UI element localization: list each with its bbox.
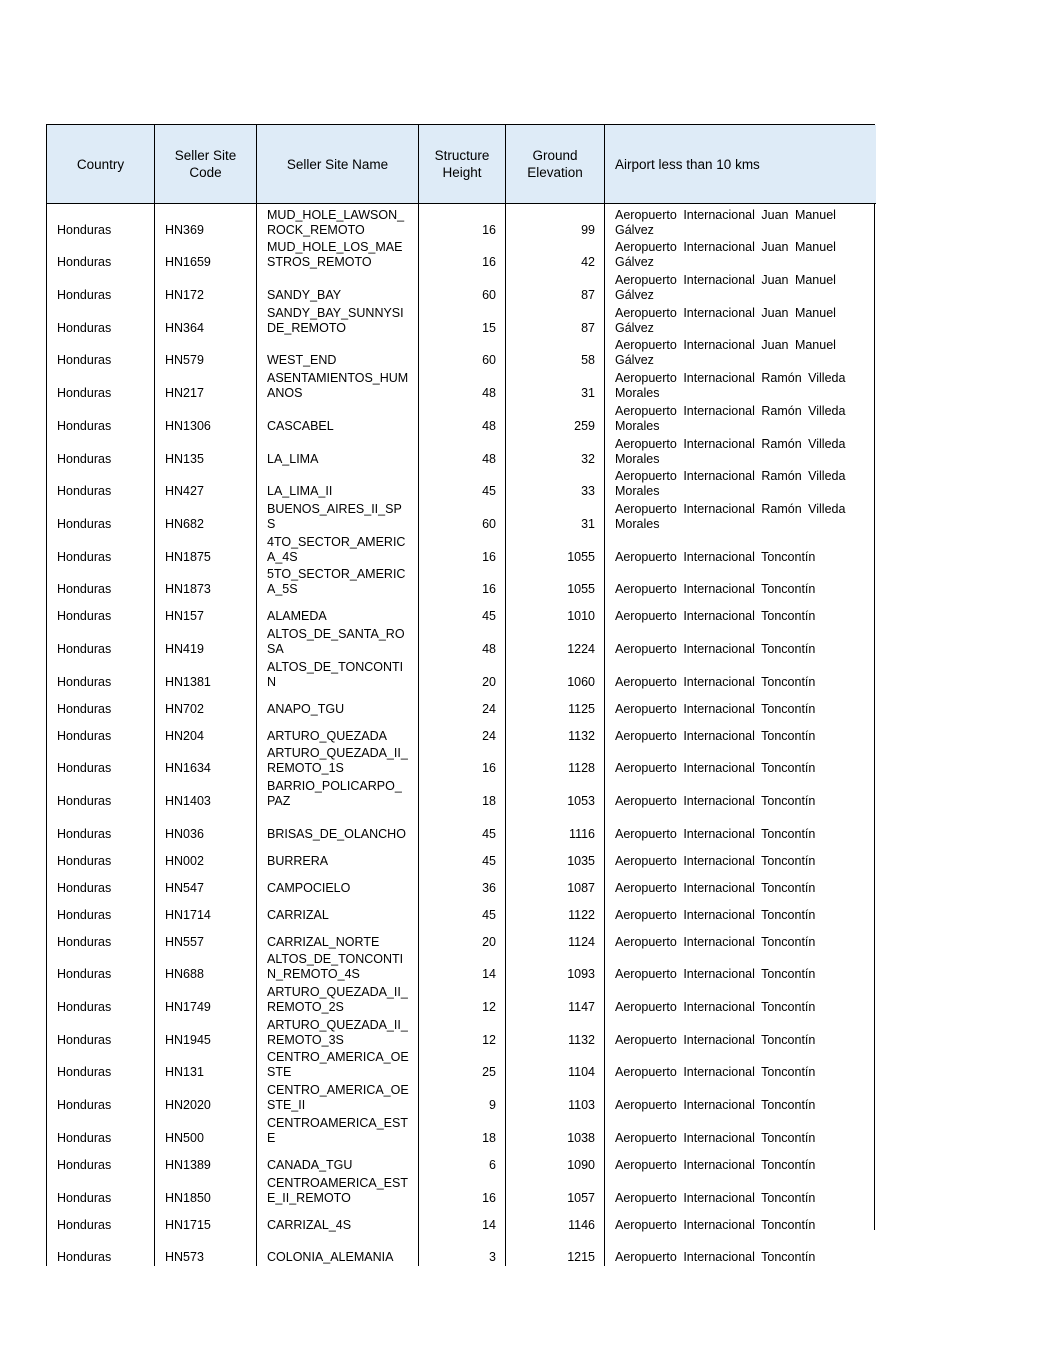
header-seller-site-name: Seller Site Name xyxy=(257,125,419,204)
cell-seller-site-name: CENTRO_AMERICA_OESTE xyxy=(257,1049,419,1082)
cell-seller-site-name: CENTROAMERICA_ESTE_II_REMOTO xyxy=(257,1174,419,1207)
cell-seller-site-code: HN002 xyxy=(155,843,257,870)
table-row xyxy=(47,897,876,924)
cell-structure-height: 45 xyxy=(419,810,506,843)
cell-seller-site-code: HN579 xyxy=(155,337,257,370)
cell-ground-elevation: 87 xyxy=(506,304,605,337)
cell-ground-elevation: 1053 xyxy=(506,777,605,810)
table-row xyxy=(47,533,876,566)
cell-airport: Aeropuerto Internacional Toncontín xyxy=(605,1114,876,1147)
cell-seller-site-name: ALTOS_DE_TONCONTIN xyxy=(257,658,419,691)
cell-seller-site-code: HN419 xyxy=(155,625,257,658)
table-row xyxy=(47,745,876,778)
cell-seller-site-name: CANADA_TGU xyxy=(257,1147,419,1174)
cell-seller-site-code: HN369 xyxy=(155,204,257,239)
cell-airport: Aeropuerto Internacional Juan Manuel Gálvez xyxy=(605,337,876,370)
cell-airport: Aeropuerto Internacional Ramón Villeda Morales xyxy=(605,468,876,501)
cell-country: Honduras xyxy=(47,897,155,924)
table-body xyxy=(47,204,876,1267)
cell-structure-height: 14 xyxy=(419,1207,506,1234)
cell-airport: Aeropuerto Internacional Ramón Villeda Morales xyxy=(605,402,876,435)
cell-seller-site-name: 5TO_SECTOR_AMERICA_5S xyxy=(257,566,419,599)
cell-seller-site-name: MUD_HOLE_LAWSON_ROCK_REMOTO xyxy=(257,204,419,239)
cell-structure-height: 45 xyxy=(419,843,506,870)
cell-seller-site-name: BRISAS_DE_OLANCHO xyxy=(257,810,419,843)
cell-seller-site-name: BARRIO_POLICARPO_PAZ xyxy=(257,777,419,810)
cell-seller-site-name: SANDY_BAY_SUNNYSIDE_REMOTO xyxy=(257,304,419,337)
cell-structure-height: 60 xyxy=(419,271,506,304)
cell-seller-site-name: BURRERA xyxy=(257,843,419,870)
cell-ground-elevation: 1147 xyxy=(506,983,605,1016)
cell-country: Honduras xyxy=(47,500,155,533)
cell-structure-height: 16 xyxy=(419,566,506,599)
cell-country: Honduras xyxy=(47,1049,155,1082)
cell-airport: Aeropuerto Internacional Toncontín xyxy=(605,745,876,778)
cell-structure-height: 9 xyxy=(419,1081,506,1114)
cell-airport: Aeropuerto Internacional Toncontín xyxy=(605,1207,876,1234)
cell-country: Honduras xyxy=(47,1016,155,1049)
cell-ground-elevation: 1010 xyxy=(506,598,605,625)
cell-country: Honduras xyxy=(47,468,155,501)
cell-seller-site-name: LA_LIMA_II xyxy=(257,468,419,501)
cell-structure-height: 16 xyxy=(419,533,506,566)
cell-country: Honduras xyxy=(47,870,155,897)
cell-seller-site-name: LA_LIMA xyxy=(257,435,419,468)
cell-seller-site-name: 4TO_SECTOR_AMERICA_4S xyxy=(257,533,419,566)
cell-seller-site-name: COLONIA_ALEMANIA xyxy=(257,1234,419,1267)
cell-airport: Aeropuerto Internacional Ramón Villeda Morales xyxy=(605,435,876,468)
cell-structure-height: 25 xyxy=(419,1049,506,1082)
cell-country: Honduras xyxy=(47,625,155,658)
site-table-container xyxy=(46,124,875,1265)
cell-airport: Aeropuerto Internacional Toncontín xyxy=(605,1016,876,1049)
cell-seller-site-name: ALTOS_DE_SANTA_ROSA xyxy=(257,625,419,658)
cell-airport: Aeropuerto Internacional Juan Manuel Gálvez xyxy=(605,239,876,272)
cell-airport: Aeropuerto Internacional Toncontín xyxy=(605,983,876,1016)
cell-ground-elevation: 87 xyxy=(506,271,605,304)
cell-airport: Aeropuerto Internacional Juan Manuel Gálvez xyxy=(605,304,876,337)
cell-seller-site-code: HN427 xyxy=(155,468,257,501)
table-row xyxy=(47,239,876,272)
cell-ground-elevation: 1224 xyxy=(506,625,605,658)
cell-structure-height: 36 xyxy=(419,870,506,897)
cell-airport: Aeropuerto Internacional Toncontín xyxy=(605,533,876,566)
cell-structure-height: 16 xyxy=(419,239,506,272)
cell-airport: Aeropuerto Internacional Toncontín xyxy=(605,843,876,870)
cell-seller-site-code: HN364 xyxy=(155,304,257,337)
cell-structure-height: 48 xyxy=(419,369,506,402)
cell-structure-height: 45 xyxy=(419,897,506,924)
cell-country: Honduras xyxy=(47,1081,155,1114)
cell-ground-elevation: 32 xyxy=(506,435,605,468)
cell-seller-site-name: ASENTAMIENTOS_HUMANOS xyxy=(257,369,419,402)
cell-country: Honduras xyxy=(47,718,155,745)
cell-seller-site-name: CASCABEL xyxy=(257,402,419,435)
cell-country: Honduras xyxy=(47,745,155,778)
table-row xyxy=(47,625,876,658)
cell-seller-site-code: HN1875 xyxy=(155,533,257,566)
table-row xyxy=(47,777,876,810)
table-row xyxy=(47,983,876,1016)
cell-seller-site-code: HN1306 xyxy=(155,402,257,435)
cell-seller-site-name: CARRIZAL xyxy=(257,897,419,924)
cell-structure-height: 60 xyxy=(419,337,506,370)
cell-structure-height: 24 xyxy=(419,718,506,745)
cell-airport: Aeropuerto Internacional Toncontín xyxy=(605,897,876,924)
cell-country: Honduras xyxy=(47,777,155,810)
cell-country: Honduras xyxy=(47,1174,155,1207)
cell-ground-elevation: 1124 xyxy=(506,924,605,951)
cell-country: Honduras xyxy=(47,951,155,984)
table-row xyxy=(47,369,876,402)
cell-ground-elevation: 1146 xyxy=(506,1207,605,1234)
cell-seller-site-name: ALTOS_DE_TONCONTIN_REMOTO_4S xyxy=(257,951,419,984)
cell-seller-site-name: MUD_HOLE_LOS_MAESTROS_REMOTO xyxy=(257,239,419,272)
table-row xyxy=(47,337,876,370)
cell-airport: Aeropuerto Internacional Toncontín xyxy=(605,718,876,745)
table-row xyxy=(47,1174,876,1207)
cell-ground-elevation: 1087 xyxy=(506,870,605,897)
table-row xyxy=(47,810,876,843)
cell-seller-site-name: ARTURO_QUEZADA_II_REMOTO_2S xyxy=(257,983,419,1016)
cell-airport: Aeropuerto Internacional Toncontín xyxy=(605,1234,876,1267)
table-row xyxy=(47,204,876,239)
table-header-row xyxy=(47,125,876,204)
table-row xyxy=(47,271,876,304)
cell-airport: Aeropuerto Internacional Toncontín xyxy=(605,951,876,984)
cell-ground-elevation: 1128 xyxy=(506,745,605,778)
cell-structure-height: 60 xyxy=(419,500,506,533)
cell-seller-site-code: HN1945 xyxy=(155,1016,257,1049)
cell-airport: Aeropuerto Internacional Ramón Villeda Morales xyxy=(605,500,876,533)
cell-structure-height: 6 xyxy=(419,1147,506,1174)
cell-structure-height: 14 xyxy=(419,951,506,984)
cell-seller-site-code: HN157 xyxy=(155,598,257,625)
cell-ground-elevation: 1093 xyxy=(506,951,605,984)
cell-seller-site-code: HN1749 xyxy=(155,983,257,1016)
cell-airport: Aeropuerto Internacional Toncontín xyxy=(605,1081,876,1114)
cell-airport: Aeropuerto Internacional Toncontín xyxy=(605,1147,876,1174)
cell-ground-elevation: 1104 xyxy=(506,1049,605,1082)
cell-ground-elevation: 1055 xyxy=(506,533,605,566)
cell-seller-site-code: HN500 xyxy=(155,1114,257,1147)
cell-seller-site-code: HN573 xyxy=(155,1234,257,1267)
cell-ground-elevation: 1038 xyxy=(506,1114,605,1147)
cell-seller-site-code: HN557 xyxy=(155,924,257,951)
cell-airport: Aeropuerto Internacional Toncontín xyxy=(605,1174,876,1207)
table-row xyxy=(47,1147,876,1174)
site-table xyxy=(46,125,876,1266)
cell-ground-elevation: 1057 xyxy=(506,1174,605,1207)
cell-structure-height: 20 xyxy=(419,924,506,951)
cell-country: Honduras xyxy=(47,924,155,951)
cell-country: Honduras xyxy=(47,271,155,304)
cell-airport: Aeropuerto Internacional Toncontín xyxy=(605,777,876,810)
cell-country: Honduras xyxy=(47,304,155,337)
cell-structure-height: 16 xyxy=(419,745,506,778)
cell-seller-site-name: ARTURO_QUEZADA_II_REMOTO_3S xyxy=(257,1016,419,1049)
cell-country: Honduras xyxy=(47,843,155,870)
table-row xyxy=(47,1081,876,1114)
cell-country: Honduras xyxy=(47,1234,155,1267)
cell-ground-elevation: 42 xyxy=(506,239,605,272)
cell-seller-site-name: ANAPO_TGU xyxy=(257,691,419,718)
cell-structure-height: 16 xyxy=(419,1174,506,1207)
header-seller-site-code: Seller Site Code xyxy=(155,125,257,204)
cell-airport: Aeropuerto Internacional Juan Manuel Gálvez xyxy=(605,204,876,239)
table-row xyxy=(47,658,876,691)
header-country: Country xyxy=(47,125,155,204)
cell-ground-elevation: 1055 xyxy=(506,566,605,599)
cell-country: Honduras xyxy=(47,435,155,468)
cell-seller-site-code: HN702 xyxy=(155,691,257,718)
table-row xyxy=(47,566,876,599)
cell-country: Honduras xyxy=(47,566,155,599)
cell-seller-site-name: BUENOS_AIRES_II_SPS xyxy=(257,500,419,533)
cell-ground-elevation: 58 xyxy=(506,337,605,370)
cell-structure-height: 18 xyxy=(419,777,506,810)
cell-seller-site-name: CARRIZAL_NORTE xyxy=(257,924,419,951)
cell-country: Honduras xyxy=(47,1207,155,1234)
cell-seller-site-code: HN1850 xyxy=(155,1174,257,1207)
cell-country: Honduras xyxy=(47,691,155,718)
cell-seller-site-name: CAMPOCIELO xyxy=(257,870,419,897)
cell-seller-site-code: HN2020 xyxy=(155,1081,257,1114)
cell-country: Honduras xyxy=(47,369,155,402)
cell-seller-site-name: WEST_END xyxy=(257,337,419,370)
cell-airport: Aeropuerto Internacional Toncontín xyxy=(605,924,876,951)
cell-airport: Aeropuerto Internacional Toncontín xyxy=(605,566,876,599)
cell-structure-height: 20 xyxy=(419,658,506,691)
table-row xyxy=(47,1207,876,1234)
table-row xyxy=(47,304,876,337)
cell-structure-height: 48 xyxy=(419,625,506,658)
cell-country: Honduras xyxy=(47,239,155,272)
cell-ground-elevation: 1103 xyxy=(506,1081,605,1114)
cell-structure-height: 45 xyxy=(419,468,506,501)
cell-country: Honduras xyxy=(47,1114,155,1147)
cell-ground-elevation: 1125 xyxy=(506,691,605,718)
cell-ground-elevation: 1132 xyxy=(506,1016,605,1049)
cell-airport: Aeropuerto Internacional Toncontín xyxy=(605,691,876,718)
table-row xyxy=(47,1016,876,1049)
table-row xyxy=(47,718,876,745)
cell-seller-site-code: HN1381 xyxy=(155,658,257,691)
cell-structure-height: 45 xyxy=(419,598,506,625)
cell-structure-height: 48 xyxy=(419,435,506,468)
cell-seller-site-code: HN204 xyxy=(155,718,257,745)
cell-structure-height: 18 xyxy=(419,1114,506,1147)
cell-structure-height: 3 xyxy=(419,1234,506,1267)
cell-ground-elevation: 99 xyxy=(506,204,605,239)
header-structure-height: Structure Height xyxy=(419,125,506,204)
cell-seller-site-code: HN217 xyxy=(155,369,257,402)
cell-seller-site-name: ARTURO_QUEZADA_II_REMOTO_1S xyxy=(257,745,419,778)
cell-ground-elevation: 1035 xyxy=(506,843,605,870)
cell-country: Honduras xyxy=(47,533,155,566)
cell-ground-elevation: 31 xyxy=(506,369,605,402)
cell-country: Honduras xyxy=(47,658,155,691)
cell-ground-elevation: 1215 xyxy=(506,1234,605,1267)
cell-country: Honduras xyxy=(47,337,155,370)
cell-seller-site-name: ALAMEDA xyxy=(257,598,419,625)
cell-country: Honduras xyxy=(47,598,155,625)
cell-country: Honduras xyxy=(47,204,155,239)
cell-airport: Aeropuerto Internacional Toncontín xyxy=(605,658,876,691)
cell-airport: Aeropuerto Internacional Toncontín xyxy=(605,870,876,897)
table-row xyxy=(47,1234,876,1267)
cell-seller-site-name: SANDY_BAY xyxy=(257,271,419,304)
cell-seller-site-code: HN172 xyxy=(155,271,257,304)
cell-structure-height: 15 xyxy=(419,304,506,337)
table-row xyxy=(47,843,876,870)
cell-ground-elevation: 1090 xyxy=(506,1147,605,1174)
cell-seller-site-code: HN682 xyxy=(155,500,257,533)
table-row xyxy=(47,1049,876,1082)
cell-airport: Aeropuerto Internacional Toncontín xyxy=(605,810,876,843)
cell-seller-site-code: HN1659 xyxy=(155,239,257,272)
cell-seller-site-code: HN1389 xyxy=(155,1147,257,1174)
cell-structure-height: 24 xyxy=(419,691,506,718)
cell-seller-site-code: HN547 xyxy=(155,870,257,897)
cell-seller-site-name: CENTROAMERICA_ESTE xyxy=(257,1114,419,1147)
cell-ground-elevation: 31 xyxy=(506,500,605,533)
table-row xyxy=(47,500,876,533)
table-row xyxy=(47,402,876,435)
cell-seller-site-code: HN688 xyxy=(155,951,257,984)
cell-seller-site-name: ARTURO_QUEZADA xyxy=(257,718,419,745)
table-row xyxy=(47,924,876,951)
cell-structure-height: 12 xyxy=(419,983,506,1016)
cell-seller-site-code: HN1403 xyxy=(155,777,257,810)
cell-country: Honduras xyxy=(47,810,155,843)
cell-airport: Aeropuerto Internacional Juan Manuel Gálvez xyxy=(605,271,876,304)
cell-airport: Aeropuerto Internacional Toncontín xyxy=(605,598,876,625)
cell-seller-site-code: HN1873 xyxy=(155,566,257,599)
cell-ground-elevation: 259 xyxy=(506,402,605,435)
header-airport: Airport less than 10 kms xyxy=(605,125,876,204)
header-ground-elevation: Ground Elevation xyxy=(506,125,605,204)
cell-airport: Aeropuerto Internacional Ramón Villeda Morales xyxy=(605,369,876,402)
cell-airport: Aeropuerto Internacional Toncontín xyxy=(605,1049,876,1082)
cell-ground-elevation: 33 xyxy=(506,468,605,501)
cell-ground-elevation: 1060 xyxy=(506,658,605,691)
cell-structure-height: 16 xyxy=(419,204,506,239)
cell-seller-site-name: CENTRO_AMERICA_OESTE_II xyxy=(257,1081,419,1114)
cell-seller-site-code: HN1715 xyxy=(155,1207,257,1234)
cell-country: Honduras xyxy=(47,1147,155,1174)
cell-seller-site-code: HN036 xyxy=(155,810,257,843)
cell-seller-site-code: HN135 xyxy=(155,435,257,468)
cell-structure-height: 48 xyxy=(419,402,506,435)
cell-structure-height: 12 xyxy=(419,1016,506,1049)
table-row xyxy=(47,468,876,501)
cell-seller-site-name: CARRIZAL_4S xyxy=(257,1207,419,1234)
cell-seller-site-code: HN1714 xyxy=(155,897,257,924)
table-row xyxy=(47,870,876,897)
cell-seller-site-code: HN131 xyxy=(155,1049,257,1082)
table-row xyxy=(47,598,876,625)
table-row xyxy=(47,691,876,718)
cell-airport: Aeropuerto Internacional Toncontín xyxy=(605,625,876,658)
table-row xyxy=(47,951,876,984)
cell-ground-elevation: 1122 xyxy=(506,897,605,924)
table-row xyxy=(47,435,876,468)
cell-ground-elevation: 1132 xyxy=(506,718,605,745)
cell-country: Honduras xyxy=(47,402,155,435)
cell-seller-site-code: HN1634 xyxy=(155,745,257,778)
cell-ground-elevation: 1116 xyxy=(506,810,605,843)
table-row xyxy=(47,1114,876,1147)
cell-country: Honduras xyxy=(47,983,155,1016)
